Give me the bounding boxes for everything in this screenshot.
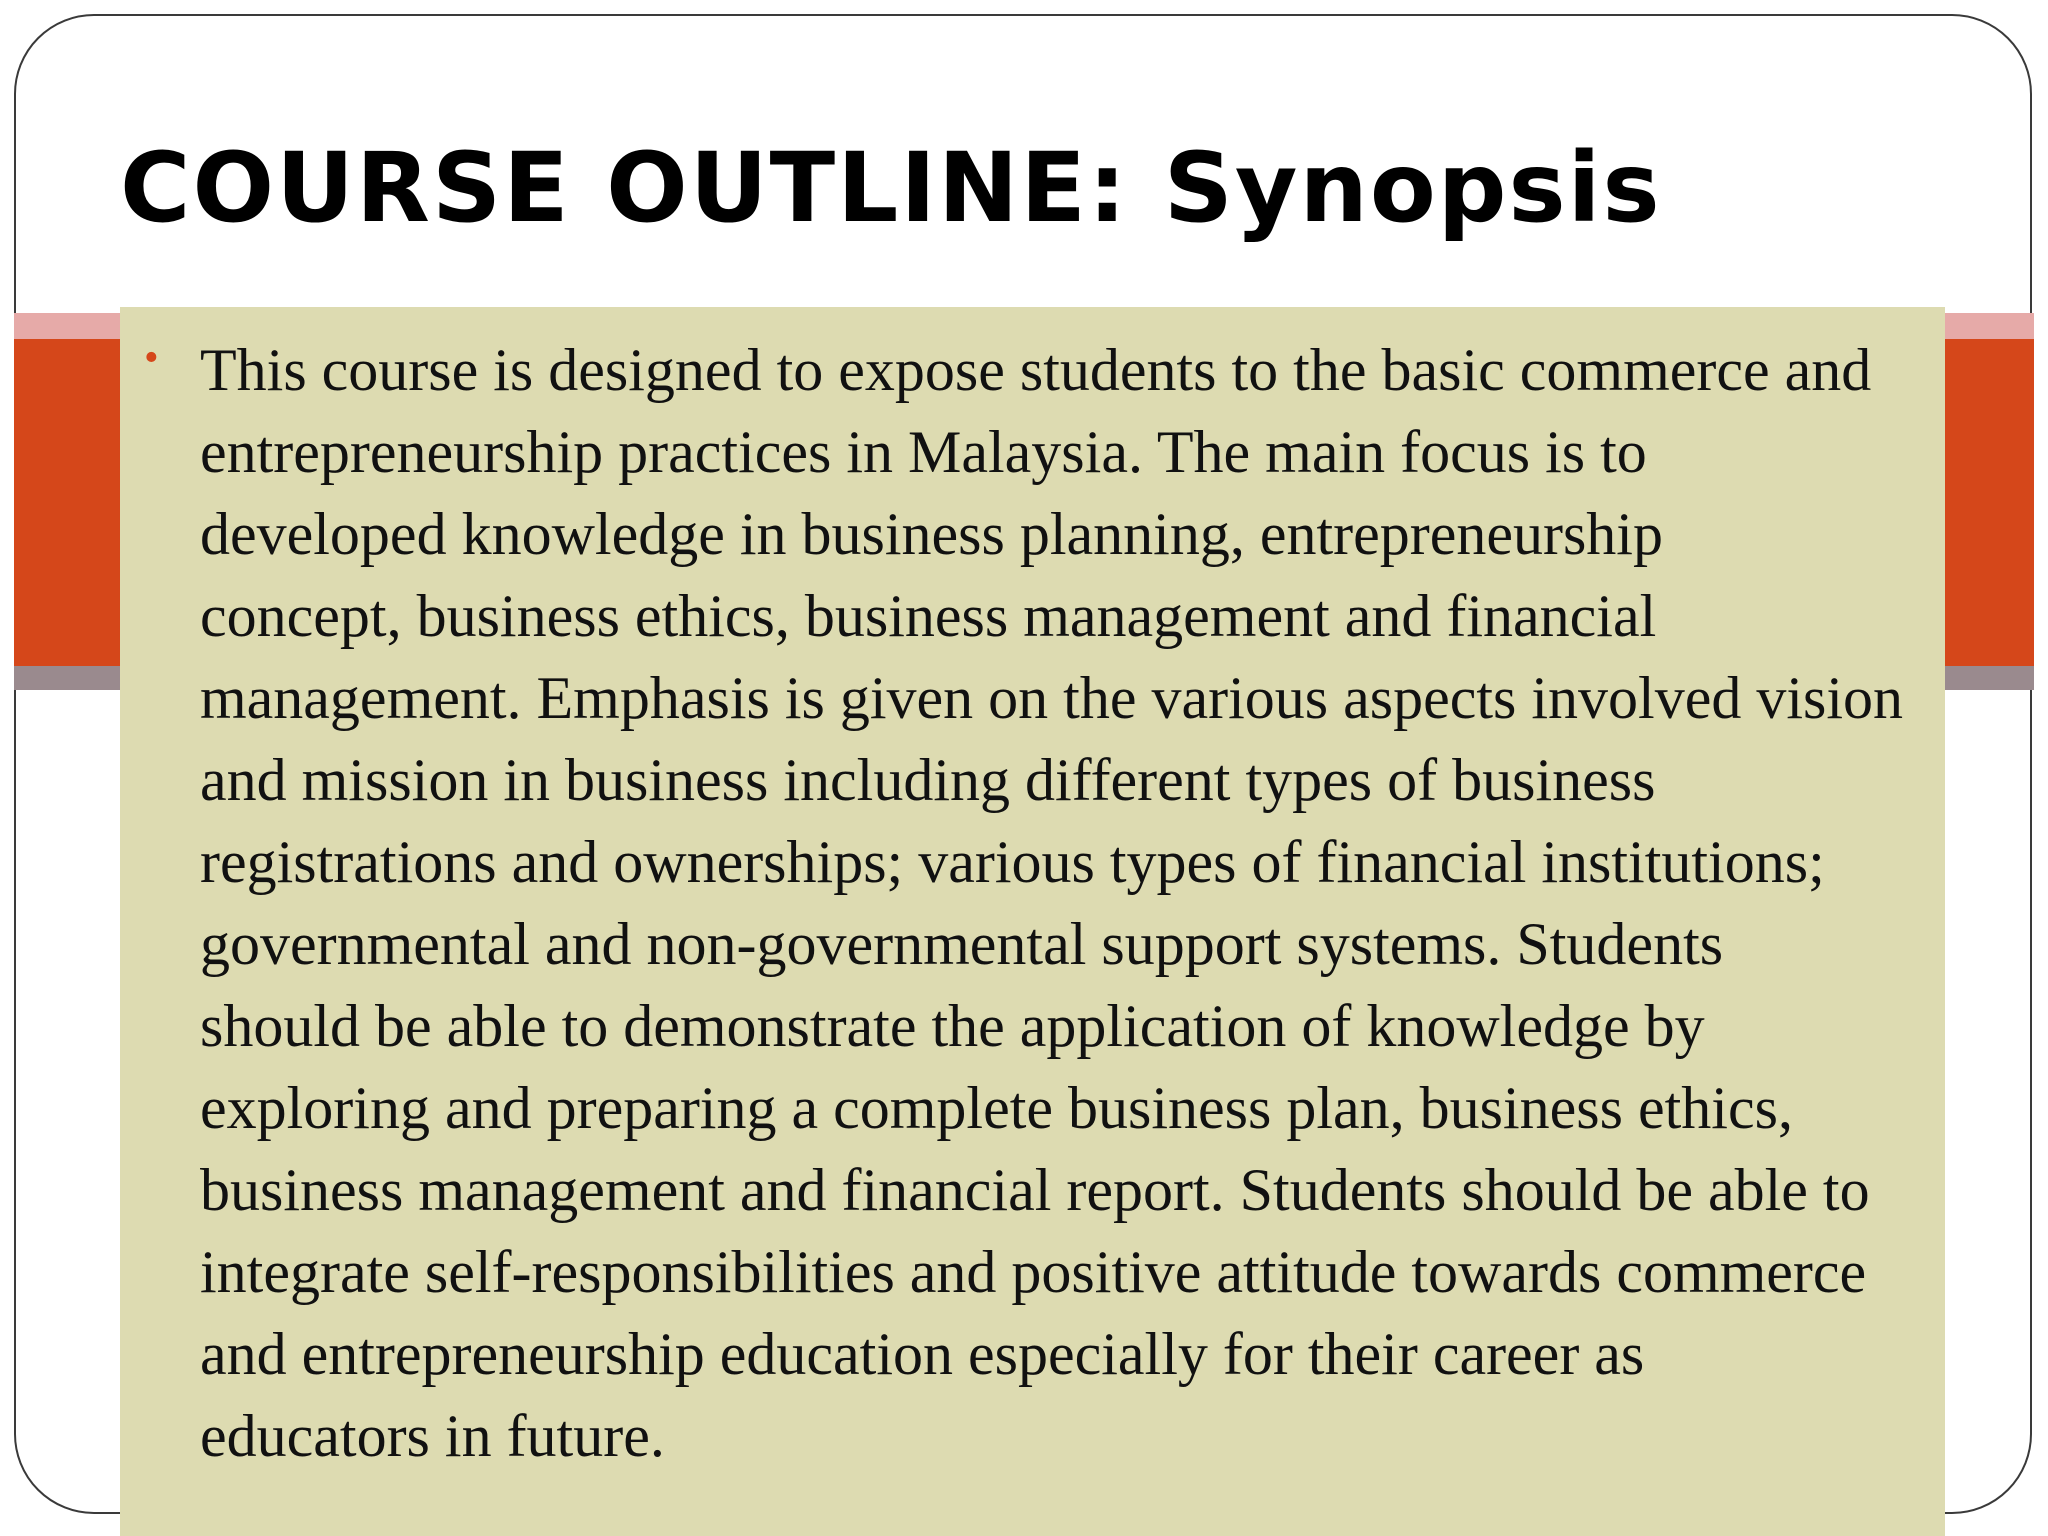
synopsis-line: governmental and non-governmental support systems. Students — [200, 911, 1724, 977]
bullet-icon: • — [144, 335, 159, 381]
synopsis-line: entrepreneurship practices in Malaysia. The main focus is to — [200, 419, 1647, 485]
synopsis-paragraph — [200, 329, 1940, 1477]
synopsis-line: should be able to demonstrate the application of knowledge by — [200, 993, 1705, 1059]
synopsis-line: exploring and preparing a complete business plan, business ethics, — [200, 1075, 1793, 1141]
slide-title: COURSE OUTLINE: Synopsis — [120, 132, 1662, 244]
synopsis-line: concept, business ethics, business management and financial — [200, 583, 1657, 649]
synopsis-line: and entrepreneurship education especially for their career as — [200, 1321, 1645, 1387]
synopsis-line: management. Emphasis is given on the various aspects involved vision — [200, 665, 1904, 731]
synopsis-line: developed knowledge in business planning, entrepreneurship — [200, 501, 1663, 567]
synopsis-line: business management and financial report. Students should be able to — [200, 1157, 1870, 1223]
synopsis-line: and mission in business including different types of business — [200, 747, 1656, 813]
synopsis-line: educators in future. — [200, 1403, 665, 1469]
synopsis-line: This course is designed to expose students to the basic commerce and — [200, 337, 1872, 403]
synopsis-line: integrate self-responsibilities and positive attitude towards commerce — [200, 1239, 1867, 1305]
synopsis-content-box — [120, 307, 1945, 1536]
synopsis-line: registrations and ownerships; various types of financial institutions; — [200, 829, 1825, 895]
